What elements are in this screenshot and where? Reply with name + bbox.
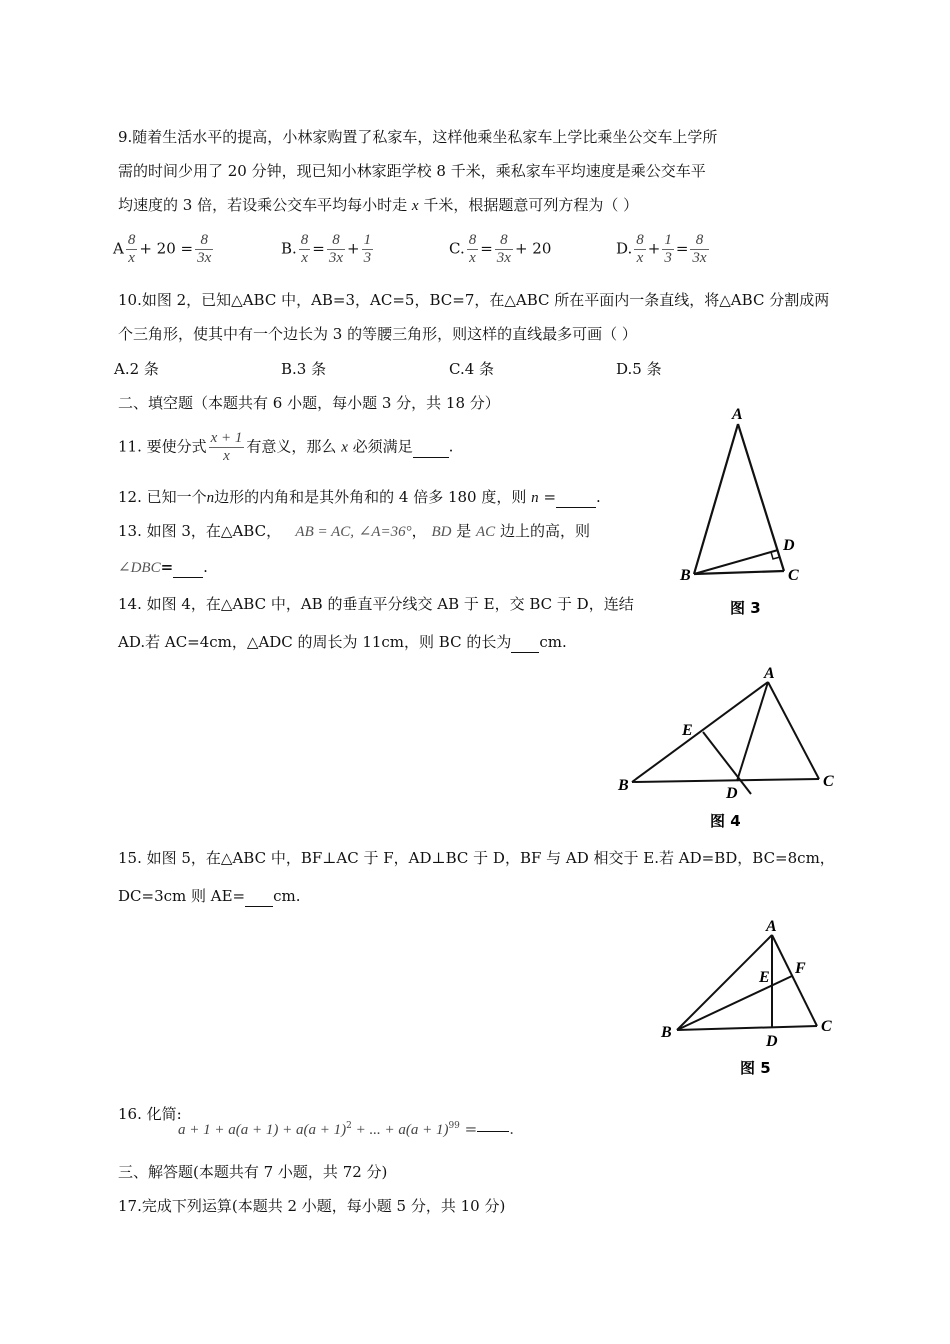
q14-line2: AD.若 AC=4cm，△ADC 的周长为 11cm，则 BC 的长为 cm.: [118, 633, 567, 651]
q17: 17.完成下列运算(本题共 2 小题，每小题 5 分，共 10 分): [118, 1197, 506, 1215]
fig4-label-b: B: [618, 777, 629, 794]
fig5-side-ab: [677, 935, 772, 1030]
q16-label: 16. 化简:: [118, 1105, 182, 1123]
q13: 13. 如图 3，在△ABC， AB = AC, ∠A=36°， BD 是 AC 边上的高，则: [118, 522, 590, 540]
q16-expression: $a + 1 + a(a + 1) + a(a + 1)^2$ + ... + $a(a + 1)^{99}$ = .: [178, 1116, 514, 1140]
q9-line2: 需的时间少用了 20 分钟，现已知小林家距学校 8 千米，乘私家车平均速度是乘公交车平: [118, 162, 706, 180]
fig5-label-c: C: [821, 1018, 832, 1035]
q9-option-c: C. $\frac{8}{x}$ = $\frac{8}{3x}$ + 20: [449, 232, 552, 266]
q12: 12. 已知一个n边形的内角和是其外角和的 4 倍多 180 度，则 n = .: [118, 488, 601, 506]
q15-line2: DC=3cm 则 AE= cm.: [118, 887, 301, 905]
fig3-label-c: C: [788, 567, 799, 584]
fig5-caption: 图 5: [740, 1059, 771, 1077]
fig5-label-b: B: [661, 1024, 672, 1041]
fig3-altitude-bd: [694, 550, 778, 574]
q13-line2: ∠DBC= .: [118, 558, 208, 576]
fig4-caption: 图 4: [710, 812, 741, 830]
figure-3: [670, 400, 800, 625]
section3-heading: 三、解答题(本题共有 7 小题，共 72 分): [118, 1163, 388, 1181]
fig5-side-ac: [772, 935, 817, 1026]
q14-line1: 14. 如图 4，在△ABC 中，AB 的垂直平分线交 AB 于 E，交 BC 于 D，连结: [118, 595, 634, 613]
fig3-label-d: D: [783, 537, 795, 554]
fig4-side-ac: [768, 682, 819, 779]
fig4-label-d: D: [726, 785, 738, 802]
figure-5: [655, 915, 845, 1085]
q9-line1: 9.随着生活水平的提高，小林家购置了私家车，这样他乘坐私家车上学比乘坐公交车上学所: [118, 128, 718, 146]
fig3-side-ac: [738, 424, 784, 571]
q11: 11. 要使分式 $\frac{x + 1}{x}$ 有意义，那么 x 必须满足 .: [118, 430, 454, 464]
q10-option-a: A.2 条: [114, 360, 159, 378]
fig4-segment-ad: [737, 682, 768, 781]
fig5-label-d: D: [766, 1033, 778, 1050]
fig3-label-a: A: [732, 406, 743, 423]
q9-line3: 均速度的 3 倍，若设乘公交车平均每小时走 x 千米，根据题意可列方程为（ ）: [118, 196, 639, 214]
fig3-label-b: B: [680, 567, 691, 584]
q10-option-b: B.3 条: [281, 360, 327, 378]
fig4-side-ab: [632, 682, 768, 782]
fig5-label-e: E: [759, 969, 770, 986]
q9-option-a: A $\frac{8}{x}$ + 20 = $\frac{8}{3x}$: [113, 232, 212, 266]
q9-option-d: D. $\frac{8}{x}$ + $\frac{1}{3}$ = $\frac{8}{3x}$: [616, 232, 707, 266]
fig5-label-a: A: [766, 918, 777, 935]
figure-4: [610, 660, 840, 835]
fig4-label-c: C: [823, 773, 834, 790]
q10-option-d: D.5 条: [616, 360, 662, 378]
fig4-label-e: E: [682, 722, 693, 739]
fig5-label-f: F: [795, 960, 806, 977]
section2-heading: 二、填空题（本题共有 6 小题，每小题 3 分，共 18 分）: [118, 394, 500, 412]
fig3-side-ab: [694, 424, 738, 574]
q10-option-c: C.4 条: [449, 360, 495, 378]
fig3-side-bc: [694, 571, 784, 574]
fig5-side-bc: [677, 1026, 817, 1030]
fig4-label-a: A: [764, 665, 775, 682]
q10-line1: 10.如图 2，已知△ABC 中，AB=3，AC=5，BC=7，在△ABC 所在平面内一条直线，将△ABC 分割成两: [118, 291, 830, 309]
fig3-caption: 图 3: [730, 599, 761, 617]
fig4-side-bc: [632, 779, 819, 782]
q15-line1: 15. 如图 5，在△ABC 中，BF⊥AC 于 F，AD⊥BC 于 D，BF 与 AD 相交于 E.若 AD=BD，BC=8cm，: [118, 849, 835, 867]
q10-line2: 个三角形，使其中有一个边长为 3 的等腰三角形，则这样的直线最多可画（ ）: [118, 325, 637, 343]
q9-option-b: B. $\frac{8}{x}$ = $\frac{8}{3x}$ + $\frac{1}{3}$: [281, 232, 372, 266]
fig5-altitude-bf: [677, 976, 792, 1030]
